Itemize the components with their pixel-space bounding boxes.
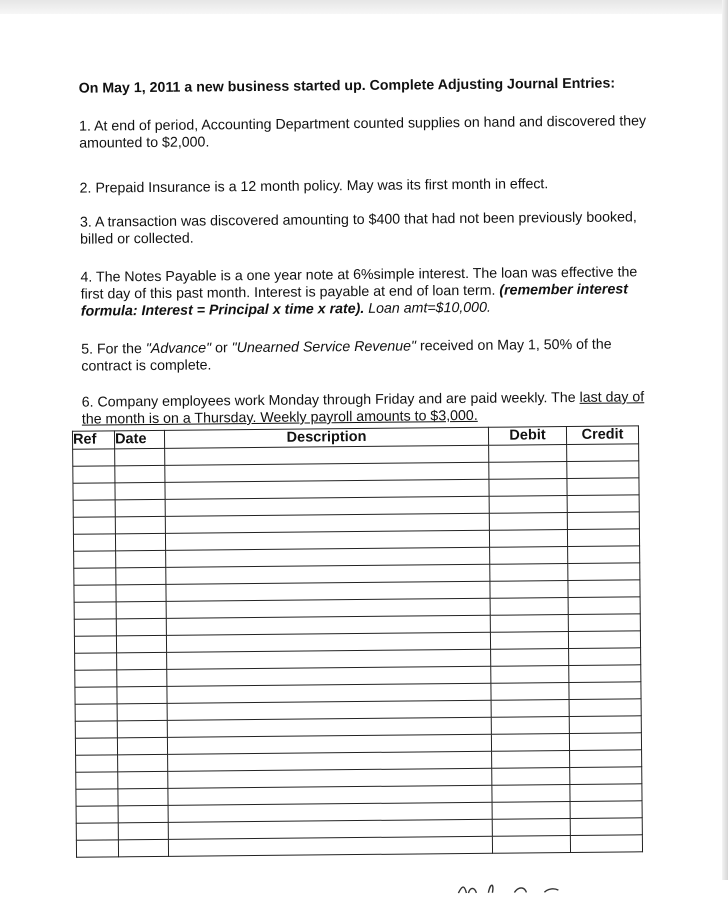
journal-cell-credit [567,461,639,479]
journal-cell-debit [491,717,569,735]
journal-cell-date [115,499,165,516]
journal-cell-ref [74,551,116,568]
journal-cell-debit [491,666,569,684]
journal-cell-date [115,465,165,482]
journal-cell-ref [76,840,118,857]
journal-cell-debit [489,462,567,480]
journal-cell-credit [570,818,642,836]
journal-cell-debit [489,479,567,497]
journal-cell-credit [569,716,641,734]
journal-cell-credit [567,478,639,496]
journal-cell-debit [490,615,568,633]
item-3-unbilled-revenue: 3. A transaction was discovered amounting to $400 that had not been previously booked, billed or collected. [79,209,637,248]
journal-cell-debit [491,649,569,667]
journal-cell-debit [492,818,570,836]
item-4-notes-payable [80,264,650,320]
journal-cell-date [117,737,167,754]
journal-cell-date [115,482,165,499]
journal-cell-ref [74,602,116,619]
journal-cell-debit [490,564,568,582]
item-5-advance: "Advance" [145,340,212,358]
journal-cell-credit [567,495,639,513]
item-6-text-b: last day of the month is on a Thursday. Weekly payroll amounts to $3,000. [81,389,645,428]
journal-cell-credit [568,631,640,649]
item-5-unearned: "Unearned Service Revenue" [231,338,417,357]
journal-cell-credit [570,750,642,768]
column-header-credit: Credit [566,426,638,445]
item-5-text-b: received on May 1, 50% of the contract is complete. [81,336,612,375]
item-1-supplies: 1. At end of period, Accounting Department counted supplies on hand and discovered they amounted to $2,000. [78,113,647,152]
journal-entry-table [72,425,643,857]
journal-cell-ref [73,466,115,483]
journal-cell-date [117,720,167,737]
journal-cell-date [118,805,168,822]
journal-cell-date [118,822,168,839]
journal-cell-date [118,788,168,805]
journal-cell-debit [492,835,570,853]
journal-cell-ref [75,687,117,704]
journal-cell-debit [491,700,569,718]
journal-cell-date [115,516,165,533]
journal-cell-credit [570,767,642,785]
journal-cell-ref [75,704,117,721]
item-2-prepaid-insurance: 2. Prepaid Insurance is a 12 month policy. May was its first month in effect. [79,176,549,197]
journal-cell-ref [73,449,115,466]
journal-cell-credit [568,597,640,615]
journal-cell-ref [73,517,115,534]
journal-cell-debit [490,598,568,616]
journal-cell-debit [489,496,567,514]
journal-cell-credit [569,665,641,683]
column-header-debit: Debit [488,427,566,446]
journal-cell-ref [75,653,117,670]
journal-cell-date [116,618,166,635]
journal-cell-ref [73,500,115,517]
journal-cell-date [115,533,165,550]
journal-cell-credit [569,648,641,666]
journal-cell-debit [491,683,569,701]
journal-cell-ref [76,789,118,806]
journal-cell-date [116,567,166,584]
journal-cell-debit [492,785,570,803]
handwriting-mark [454,880,564,895]
journal-cell-credit [567,512,639,530]
column-header-description: Description [164,427,488,448]
journal-cell-ref [76,806,118,823]
journal-cell-date [118,771,168,788]
journal-cell-debit [492,802,570,820]
journal-cell-ref [76,772,118,789]
journal-cell-description [168,836,492,856]
journal-cell-date [116,635,166,652]
journal-cell-credit [567,444,639,462]
journal-cell-debit [489,513,567,531]
journal-cell-credit [569,733,641,751]
journal-cell-credit [568,614,640,632]
journal-cell-credit [569,682,641,700]
journal-cell-ref [76,755,118,772]
journal-cell-ref [73,483,115,500]
column-header-ref: Ref [72,431,114,449]
journal-cell-ref [74,585,116,602]
journal-cell-date [117,652,167,669]
journal-cell-date [118,754,168,771]
journal-cell-credit [570,835,642,853]
journal-cell-credit [570,784,642,802]
column-header-date: Date [114,430,164,448]
journal-cell-credit [570,801,642,819]
journal-cell-date [118,839,168,856]
journal-cell-debit [492,768,570,786]
journal-cell-debit [490,547,568,565]
journal-cell-credit [569,699,641,717]
item-5-unearned-revenue [81,336,651,375]
journal-cell-ref [75,738,117,755]
journal-cell-ref [74,636,116,653]
journal-cell-credit [568,563,640,581]
journal-cell-debit [492,751,570,769]
worksheet-page [0,11,726,884]
journal-cell-debit [490,632,568,650]
journal-cell-ref [75,721,117,738]
journal-cell-debit [489,445,567,463]
item-6-payroll [82,389,652,428]
journal-cell-date [117,686,167,703]
journal-body [73,444,643,857]
journal-cell-debit [491,734,569,752]
assignment-heading: On May 1, 2011 a new business started up. Complete Adjusting Journal Entries: [78,75,616,97]
item-6-text-a: 6. Company employees work Monday through Friday and are paid weekly. The [81,389,580,411]
item-5-text-a: 5. For the [81,341,146,358]
journal-cell-credit [568,546,640,564]
item-4-formula: (remember interest formula: Interest = Principal x time x rate). [80,281,628,320]
journal-cell-debit [490,581,568,599]
journal-cell-date [116,550,166,567]
item-4-loan-amount: Loan amt=$10,000. [368,299,491,317]
journal-cell-date [117,669,167,686]
journal-cell-ref [74,619,116,636]
journal-cell-ref [75,670,117,687]
journal-cell-ref [76,823,118,840]
journal-cell-ref [73,534,115,551]
journal-cell-date [115,448,165,465]
item-4-text: 4. The Notes Payable is a one year note at 6%simple interest. The loan was effective the first day of this past month. Interest is payable at end of loan term. [80,264,638,303]
journal-cell-credit [567,529,639,547]
journal-cell-ref [74,568,116,585]
item-5-or: or [211,340,232,357]
journal-cell-date [116,601,166,618]
journal-cell-date [116,584,166,601]
journal-cell-date [117,703,167,720]
journal-cell-debit [489,530,567,548]
journal-cell-credit [568,580,640,598]
